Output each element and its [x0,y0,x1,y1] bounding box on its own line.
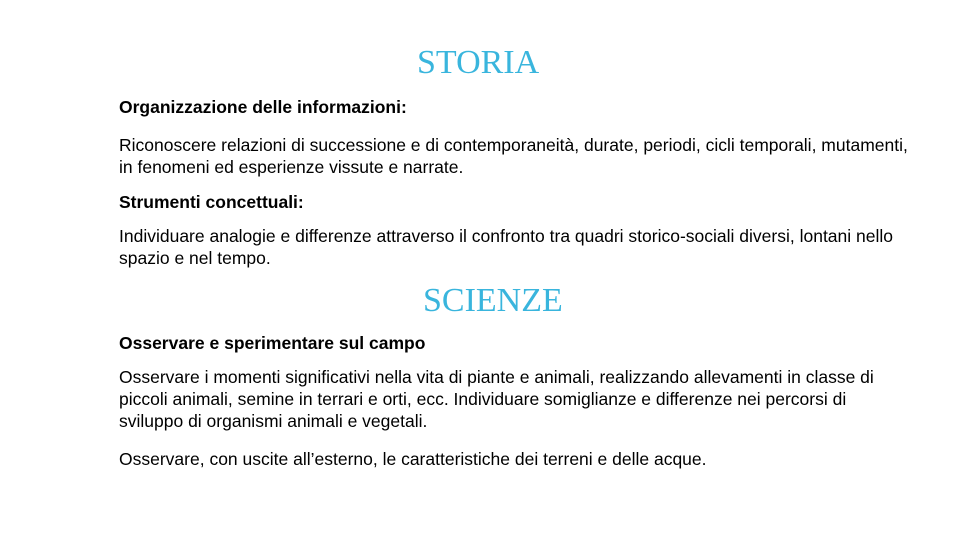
scienze-heading-osservare: Osservare e sperimentare sul campo [119,333,426,353]
scienze-paragraph-uscite: Osservare, con uscite all’esterno, le caratteristiche dei terreni e delle acque. [119,449,707,469]
storia-heading-organizzazione: Organizzazione delle informazioni: [119,97,407,117]
storia-paragraph-riconoscere: Riconoscere relazioni di successione e di contemporaneità, durate, periodi, cicli temporali, mutamenti, in fenomeni ed esperienze vissute e narrate. [119,135,908,177]
storia-title: STORIA [417,44,540,81]
scienze-paragraph-momenti: Osservare i momenti significativi nella vita di piante e animali, realizzando allevamenti in classe di piccoli animali, semine in terrari e orti, ecc. Individuare somiglianze e differenze nei percorsi di sviluppo di organismi animali e vegetali. [119,367,874,431]
storia-heading-strumenti: Strumenti concettuali: [119,192,304,212]
scienze-title: SCIENZE [423,282,563,319]
storia-paragraph-individuare: Individuare analogie e differenze attraverso il confronto tra quadri storico-sociali diversi, lontani nello spazio e nel tempo. [119,226,893,268]
